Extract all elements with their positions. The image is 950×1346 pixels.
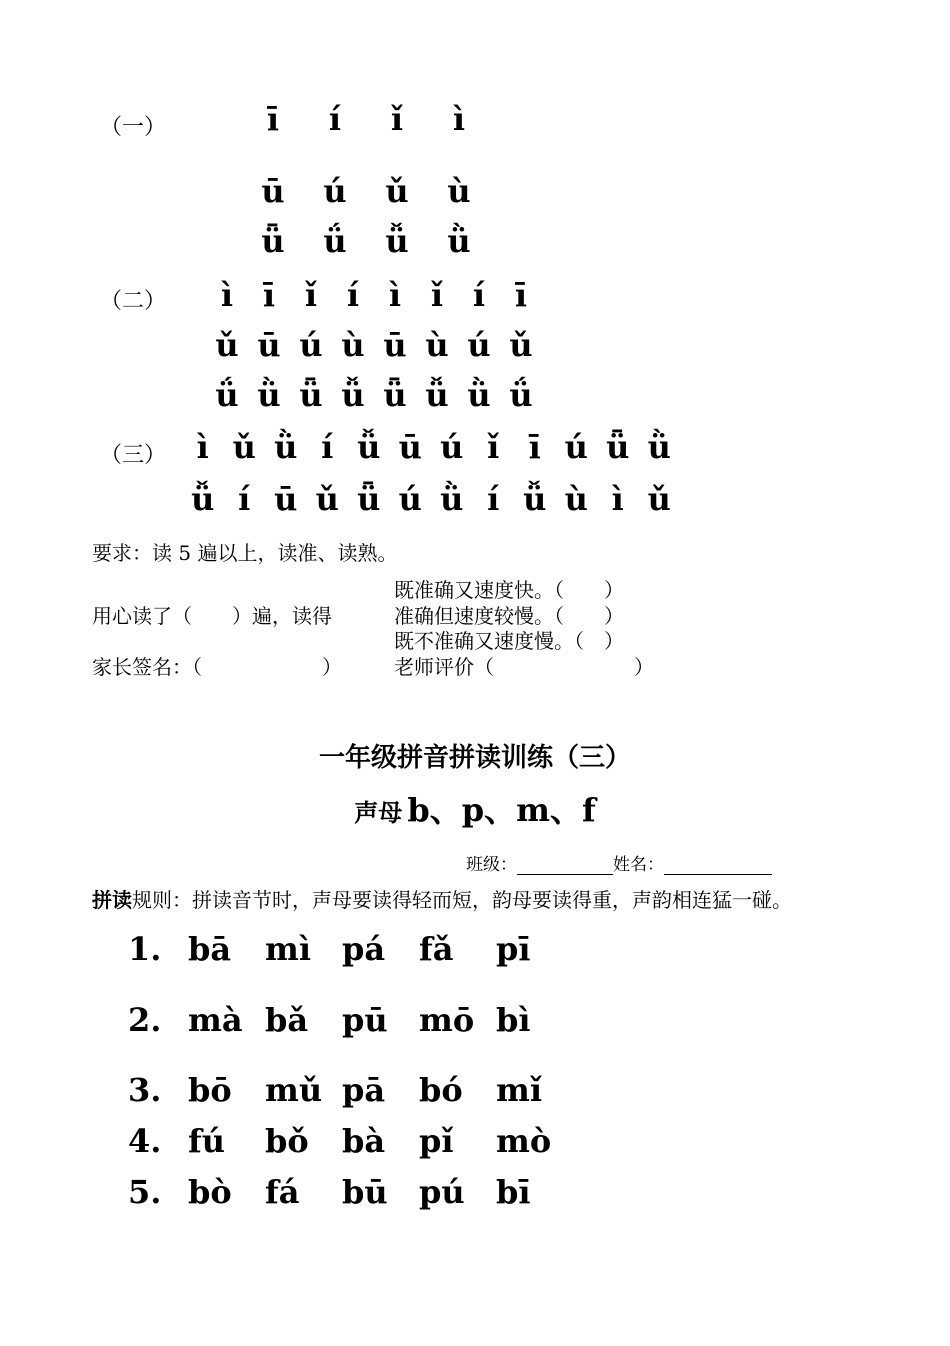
- syllable: bó: [419, 1071, 463, 1109]
- class-blank: [517, 856, 613, 875]
- pinyin-cell: ǖ: [383, 376, 407, 414]
- read-count-line: 用心读了（ ）遍，读得: [92, 604, 332, 628]
- pinyin-cell: ǚ: [385, 222, 409, 260]
- syllable: pū: [342, 1001, 388, 1039]
- pinyin-cell: ì: [452, 100, 466, 138]
- pinyin-cell: ǚ: [341, 376, 365, 414]
- pinyin-cell: ǐ: [430, 276, 444, 314]
- syllable: bò: [188, 1173, 232, 1211]
- exercise-row-2: [128, 1001, 573, 1039]
- pinyin-cell: í: [346, 276, 360, 314]
- pinyin-cell: ú: [398, 480, 422, 518]
- section-3-label: （三）: [100, 443, 167, 468]
- exercise-number: 4.: [128, 1122, 162, 1160]
- syllable: mō: [419, 1001, 475, 1039]
- pinyin-cell: ú: [564, 428, 588, 466]
- syllable: bì: [496, 1001, 531, 1039]
- pinyin-cell: ǘ: [509, 376, 533, 414]
- pinyin-cell: ù: [341, 326, 365, 364]
- exercise-row-4: [128, 1122, 573, 1160]
- syllable: bū: [342, 1173, 388, 1211]
- exercise-row-3: [128, 1071, 573, 1109]
- pinyin-cell: ǔ: [232, 428, 256, 466]
- pinyin-cell: ū: [261, 172, 285, 210]
- syllable: pī: [496, 930, 531, 968]
- pinyin-cell: ǜ: [447, 222, 471, 260]
- exercise-number: 2.: [128, 1001, 162, 1039]
- syllable: mò: [496, 1122, 552, 1160]
- sec2-row-1: [206, 276, 542, 314]
- pinyin-cell: ù: [425, 326, 449, 364]
- pinyin-cell: ǜ: [467, 376, 491, 414]
- rule-bold: 拼读: [92, 888, 132, 912]
- rule-line: [92, 884, 792, 913]
- pinyin-cell: ǜ: [257, 376, 281, 414]
- pinyin-cell: ú: [323, 172, 347, 210]
- sec1-row-3: [242, 222, 490, 260]
- pinyin-cell: ǚ: [523, 480, 547, 518]
- syllable: fǎ: [419, 930, 454, 968]
- exercise-number: 1.: [128, 930, 162, 968]
- parent-signature: 家长签名：（ ）: [92, 655, 342, 679]
- option-fast-accurate: 既准确又速度快。（ ）: [394, 578, 624, 602]
- syllable: pú: [419, 1173, 465, 1211]
- pinyin-cell: í: [472, 276, 486, 314]
- pinyin-cell: ǘ: [215, 376, 239, 414]
- pinyin-cell: ǖ: [606, 428, 630, 466]
- name-blank: [664, 856, 772, 875]
- pinyin-cell: ī: [262, 276, 276, 314]
- syllable: pā: [342, 1071, 386, 1109]
- pinyin-cell: ǚ: [425, 376, 449, 414]
- syllable: bī: [496, 1173, 531, 1211]
- syllable: mà: [188, 1001, 243, 1039]
- subtitle-letters: b、p、m、f: [407, 791, 596, 829]
- pinyin-cell: ǜ: [440, 480, 464, 518]
- syllable: pǐ: [419, 1122, 454, 1160]
- pinyin-cell: ī: [514, 276, 528, 314]
- rule-text: 规则：拼读音节时，声母要读得轻而短，韵母要读得重，声韵相连猛一碰。: [132, 888, 792, 912]
- pinyin-cell: ǖ: [357, 480, 381, 518]
- pinyin-cell: ū: [274, 480, 298, 518]
- pinyin-cell: ǜ: [647, 428, 671, 466]
- sec3-row-2: [182, 480, 680, 518]
- pinyin-cell: í: [487, 480, 500, 518]
- requirement-text: 要求：读 5 遍以上，读准、读熟。: [92, 541, 398, 565]
- pinyin-cell: ǐ: [304, 276, 318, 314]
- pinyin-cell: ū: [383, 326, 407, 364]
- syllable: bō: [188, 1071, 232, 1109]
- pinyin-cell: ǘ: [323, 222, 347, 260]
- syllable: fú: [188, 1122, 226, 1160]
- pinyin-cell: ǖ: [261, 222, 285, 260]
- pinyin-cell: ǜ: [274, 428, 298, 466]
- pinyin-cell: ù: [564, 480, 588, 518]
- exercise-number: 5.: [128, 1173, 162, 1211]
- subtitle-cn: 声母: [354, 798, 403, 827]
- sec3-row-1: [182, 428, 680, 466]
- pinyin-cell: ú: [467, 326, 491, 364]
- pinyin-cell: ǔ: [215, 326, 239, 364]
- pinyin-cell: í: [321, 428, 334, 466]
- exercise-row-5: [128, 1173, 573, 1211]
- syllable: bǒ: [265, 1122, 309, 1160]
- pinyin-cell: ǐ: [390, 100, 404, 138]
- pinyin-cell: ū: [398, 428, 422, 466]
- pinyin-cell: ì: [388, 276, 402, 314]
- syllable: bǎ: [265, 1001, 309, 1039]
- exercise-row-1: [128, 930, 573, 968]
- syllable: mì: [265, 930, 312, 968]
- syllable: bā: [188, 930, 232, 968]
- syllable: mǐ: [496, 1071, 543, 1109]
- worksheet-title: 一年级拼音拼读训练（三）: [318, 743, 631, 773]
- pinyin-cell: ǐ: [487, 428, 500, 466]
- pinyin-cell: ǚ: [191, 480, 215, 518]
- section-2-label: （二）: [100, 289, 167, 314]
- pinyin-cell: í: [238, 480, 251, 518]
- sec2-row-2: [206, 326, 542, 364]
- class-name-line: [466, 850, 772, 875]
- pinyin-cell: ū: [257, 326, 281, 364]
- pinyin-cell: ī: [528, 428, 541, 466]
- pinyin-cell: ì: [196, 428, 209, 466]
- pinyin-cell: ú: [299, 326, 323, 364]
- teacher-evaluation: 老师评价（ ）: [394, 655, 654, 679]
- pinyin-cell: ǖ: [299, 376, 323, 414]
- pinyin-cell: ǔ: [509, 326, 533, 364]
- syllable: fá: [265, 1173, 300, 1211]
- name-label: 姓名：: [613, 855, 664, 875]
- syllable: bà: [342, 1122, 386, 1160]
- pinyin-cell: ǔ: [315, 480, 339, 518]
- pinyin-cell: ǔ: [385, 172, 409, 210]
- pinyin-cell: ī: [266, 100, 280, 138]
- sec1-row-1: [242, 100, 490, 138]
- pinyin-cell: í: [328, 100, 342, 138]
- class-label: 班级：: [466, 855, 517, 875]
- option-accurate-slow: 准确但速度较慢。（ ）: [394, 604, 624, 628]
- option-inaccurate-slow: 既不准确又速度慢。（ ）: [394, 629, 624, 653]
- syllable: pá: [342, 930, 386, 968]
- sec1-row-2: [242, 172, 490, 210]
- pinyin-cell: ú: [440, 428, 464, 466]
- exercise-number: 3.: [128, 1071, 162, 1109]
- section-1-label: （一）: [100, 115, 167, 140]
- worksheet-subtitle: [0, 785, 950, 831]
- syllable: mǔ: [265, 1071, 323, 1109]
- pinyin-cell: ǔ: [647, 480, 671, 518]
- pinyin-cell: ù: [447, 172, 471, 210]
- pinyin-cell: ǚ: [357, 428, 381, 466]
- sec2-row-3: [206, 376, 542, 414]
- pinyin-cell: ì: [220, 276, 234, 314]
- pinyin-cell: ì: [611, 480, 624, 518]
